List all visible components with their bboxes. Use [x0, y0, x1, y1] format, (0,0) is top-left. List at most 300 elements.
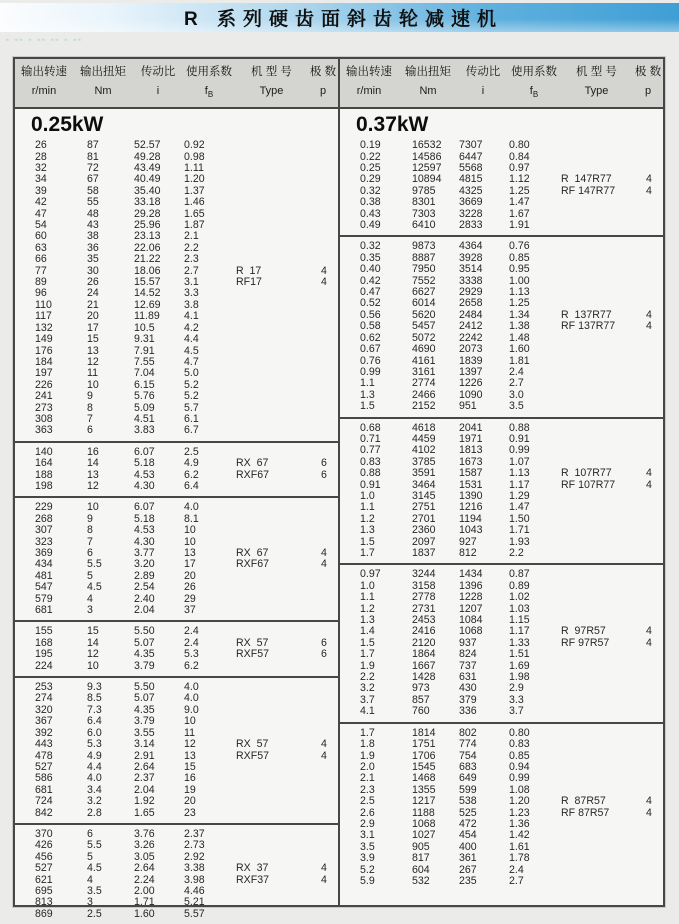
cell-poles [633, 253, 663, 264]
table-row [15, 829, 338, 840]
table-row [15, 470, 338, 481]
cell-service-factor: 0.87 [509, 568, 530, 581]
cell-poles [633, 706, 663, 717]
cell-speed: 1.2 [360, 512, 375, 525]
cell-ratio: 2929 [459, 286, 483, 299]
cell-service-factor: 1.17 [509, 478, 530, 491]
column-label: 使用系数 [186, 66, 232, 78]
cell-type [560, 569, 633, 580]
cell-ratio: 2.37 [134, 772, 155, 785]
cell-type [235, 186, 308, 197]
cell-service-factor: 13 [184, 749, 196, 762]
cell-service-factor: 11 [184, 726, 195, 739]
cell-speed: 34 [35, 173, 47, 186]
cell-torque: 1667 [412, 659, 436, 672]
table-row [340, 298, 663, 309]
cell-speed: 2.3 [360, 783, 375, 796]
cell-torque: 857 [412, 693, 430, 706]
cell-ratio: 10.5 [134, 321, 155, 334]
cell-ratio: 812 [459, 547, 477, 559]
cell-poles [308, 808, 338, 819]
cell-poles [308, 502, 338, 513]
cell-speed: 0.91 [360, 478, 381, 491]
table-header [340, 59, 663, 109]
cell-speed: 1.9 [360, 659, 375, 672]
table-row [340, 502, 663, 513]
cell-service-factor: 2.9 [509, 682, 524, 695]
cell-ratio: 1228 [459, 591, 483, 604]
cell-poles [308, 886, 338, 897]
cell-speed: 1.1 [360, 501, 375, 514]
table-row [340, 537, 663, 548]
cell-type [560, 842, 633, 853]
table-row [340, 468, 663, 479]
cell-speed: 0.97 [360, 568, 381, 581]
cell-service-factor: 1.60 [509, 343, 530, 356]
cell-type [235, 594, 308, 605]
cell-ratio: 22.06 [134, 241, 161, 254]
table-row [15, 739, 338, 750]
cell-speed: 0.77 [360, 444, 381, 457]
cell-type [560, 434, 633, 445]
cell-torque: 2120 [412, 636, 436, 649]
cell-ratio: 525 [459, 806, 477, 819]
cell-poles: 4 [321, 558, 327, 571]
cell-service-factor: 0.85 [509, 749, 530, 762]
cell-torque: 3.2 [87, 795, 102, 808]
page-title: R 系列硬齿面斜齿轮减速机 [183, 9, 503, 30]
cell-speed: 149 [35, 333, 53, 346]
cell-service-factor: 1.91 [509, 219, 530, 232]
ratio-group [15, 441, 338, 497]
table-row [340, 865, 663, 876]
cell-service-factor: 1.93 [509, 535, 530, 548]
cell-torque: 1355 [412, 783, 436, 796]
table-row [340, 344, 663, 355]
cell-poles [308, 525, 338, 536]
table-row [340, 842, 663, 853]
cell-type [235, 163, 308, 174]
cell-type [235, 525, 308, 536]
table-row [340, 253, 663, 264]
table-row [340, 525, 663, 536]
cell-type: R 17 [236, 264, 262, 277]
cell-speed: 478 [35, 749, 53, 762]
cell-poles [308, 152, 338, 163]
cell-speed: 176 [35, 344, 53, 357]
cell-service-factor: 1.23 [509, 806, 530, 819]
cell-speed: 0.32 [360, 240, 381, 253]
cell-service-factor: 1.20 [509, 795, 530, 808]
table-row [15, 762, 338, 773]
cell-service-factor: 5.3 [184, 648, 199, 661]
cell-speed: 197 [35, 367, 53, 380]
cell-ratio: 2.00 [134, 884, 155, 897]
table-row [15, 875, 338, 886]
cell-torque: 1864 [412, 648, 436, 661]
cell-service-factor: 1.17 [509, 625, 530, 638]
cell-ratio: 35.40 [134, 184, 161, 197]
cell-service-factor: 1.13 [509, 286, 530, 299]
cell-speed: 273 [35, 401, 53, 414]
cell-ratio: 6447 [459, 150, 483, 163]
cell-service-factor: 12 [184, 738, 196, 751]
cell-service-factor: 20 [184, 795, 196, 808]
cell-service-factor: 2.92 [184, 850, 205, 863]
cell-type: RXF67 [236, 468, 269, 481]
cell-speed: 1.1 [360, 591, 375, 604]
cell-torque: 14586 [412, 150, 442, 163]
watermark-text: - -- - -- -- - -- [6, 35, 83, 44]
cell-speed: 1.7 [360, 726, 375, 739]
cell-poles [308, 762, 338, 773]
cell-speed: 3.5 [360, 840, 375, 853]
cell-poles [308, 197, 338, 208]
cell-speed: 2.1 [360, 772, 375, 785]
cell-poles [308, 682, 338, 693]
cell-service-factor: 10 [184, 524, 196, 537]
cell-ratio: 267 [459, 863, 477, 876]
table-row [15, 186, 338, 197]
table-row [340, 321, 663, 332]
cell-poles [633, 649, 663, 660]
cell-service-factor: 1.42 [509, 829, 530, 842]
cell-torque: 2152 [412, 400, 436, 413]
cell-speed: 0.62 [360, 331, 381, 344]
cell-poles: 4 [321, 738, 327, 751]
cell-type [235, 808, 308, 819]
cell-service-factor: 1.38 [509, 320, 530, 333]
cell-type [560, 739, 633, 750]
table-row [340, 197, 663, 208]
cell-ratio: 3928 [459, 251, 483, 264]
cell-ratio: 3.79 [134, 715, 155, 728]
cell-torque: 4161 [412, 354, 436, 367]
cell-service-factor: 4.0 [184, 501, 199, 514]
cell-service-factor: 2.2 [184, 241, 199, 254]
cell-torque: 1468 [412, 772, 436, 785]
cell-poles [633, 661, 663, 672]
cell-ratio: 14.52 [134, 287, 161, 300]
cell-poles [633, 344, 663, 355]
cell-torque: 1751 [412, 738, 436, 751]
table-row [15, 502, 338, 513]
column-unit: $f_B$ [529, 85, 539, 100]
cell-service-factor: 1.08 [509, 783, 530, 796]
cell-ratio: 7307 [459, 139, 483, 152]
cell-torque: 9 [87, 512, 93, 525]
table-row [15, 649, 338, 660]
cell-ratio: 5.50 [134, 681, 155, 694]
table-row [340, 491, 663, 502]
cell-service-factor: 4.7 [184, 355, 199, 368]
cell-poles [633, 287, 663, 298]
cell-speed: 681 [35, 604, 53, 617]
table-row [15, 886, 338, 897]
table-row [15, 751, 338, 762]
cell-speed: 0.47 [360, 286, 381, 299]
cell-speed: 60 [35, 230, 47, 243]
cell-type [235, 220, 308, 231]
cell-type [560, 333, 633, 344]
cell-service-factor: 15 [184, 760, 196, 773]
cell-service-factor: 6.2 [184, 659, 199, 672]
cell-service-factor: 0.97 [509, 162, 530, 174]
cell-torque: 1706 [412, 749, 436, 762]
column-label: 输出扭矩 [405, 66, 451, 78]
table-row [340, 401, 663, 412]
cell-poles [308, 425, 338, 436]
cell-ratio: 2833 [459, 219, 483, 232]
cell-type [235, 840, 308, 851]
cell-torque: 4.9 [87, 749, 102, 762]
header-label-row [15, 65, 338, 80]
cell-speed: 188 [35, 468, 53, 481]
cell-speed: 241 [35, 390, 53, 403]
table-row [340, 163, 663, 174]
cell-ratio: 1813 [459, 444, 483, 457]
column-label: 极 数 [634, 66, 662, 78]
cell-poles [308, 693, 338, 704]
cell-speed: 268 [35, 512, 53, 525]
table-row [15, 693, 338, 704]
table-row [15, 605, 338, 616]
cell-torque: 5 [87, 850, 93, 863]
table-body [15, 109, 338, 924]
table-row [15, 661, 338, 672]
cell-ratio: 1.71 [134, 896, 155, 909]
cell-service-factor: 1.03 [509, 602, 530, 615]
cell-speed: 32 [35, 162, 47, 174]
cell-torque: 13 [87, 468, 99, 481]
cell-type: RF 87R57 [561, 806, 610, 819]
cell-speed: 0.19 [360, 139, 381, 152]
cell-ratio: 43.49 [134, 162, 161, 174]
cell-type [235, 762, 308, 773]
cell-torque: 2701 [412, 512, 436, 525]
table-row [15, 559, 338, 570]
cell-speed: 140 [35, 445, 53, 458]
cell-torque: 5.3 [87, 738, 102, 751]
cell-torque: 1188 [412, 806, 435, 819]
cell-poles [633, 525, 663, 536]
cell-type [560, 672, 633, 683]
column-unit: p [319, 85, 327, 97]
cell-ratio: 472 [459, 817, 477, 830]
cell-speed: 869 [35, 907, 53, 920]
cell-torque: 532 [412, 874, 430, 887]
cell-speed: 224 [35, 659, 53, 672]
cell-ratio: 361 [459, 852, 477, 865]
cell-speed: 5.2 [360, 863, 375, 876]
cell-ratio: 4.53 [134, 468, 155, 481]
cell-poles [308, 582, 338, 593]
cell-type [560, 525, 633, 536]
cell-torque: 6 [87, 547, 93, 559]
table-row [15, 705, 338, 716]
cell-service-factor: 1.65 [184, 207, 205, 220]
cell-speed: 434 [35, 558, 53, 571]
cell-type [560, 683, 633, 694]
cell-type [235, 514, 308, 525]
table-row [340, 762, 663, 773]
table-row [340, 796, 663, 807]
table-row [340, 695, 663, 706]
table-row [15, 368, 338, 379]
cell-service-factor: 2.2 [509, 547, 524, 559]
cell-service-factor: 5.0 [184, 367, 199, 380]
cell-service-factor: 0.95 [509, 263, 530, 276]
cell-speed: 54 [35, 219, 47, 232]
cell-torque: 760 [412, 705, 430, 718]
cell-torque: 4 [87, 592, 93, 605]
cell-speed: 132 [35, 321, 53, 334]
cell-speed: 1.1 [360, 377, 375, 390]
column-label: 机 型 号 [576, 66, 617, 78]
cell-speed: 367 [35, 715, 53, 728]
cell-ratio: 4815 [459, 173, 483, 186]
cell-type [235, 311, 308, 322]
cell-torque: 7552 [412, 274, 436, 287]
cell-ratio: 3.20 [134, 558, 155, 571]
cell-service-factor: 2.7 [184, 264, 199, 277]
cell-service-factor: 2.7 [509, 874, 524, 887]
cell-ratio: 631 [459, 671, 477, 684]
cell-poles: 4 [646, 184, 652, 197]
cell-torque: 6.0 [87, 726, 102, 739]
cell-poles [633, 378, 663, 389]
cell-torque: 1068 [412, 817, 436, 830]
cell-speed: 1.7 [360, 547, 375, 559]
cell-type [235, 140, 308, 151]
cell-type [235, 197, 308, 208]
cell-speed: 198 [35, 479, 53, 492]
table-row [15, 481, 338, 492]
cell-type: R 107R77 [561, 467, 612, 480]
cell-torque: 7.3 [87, 703, 102, 716]
cell-speed: 456 [35, 850, 53, 863]
cell-ratio: 40.49 [134, 173, 161, 186]
cell-poles: 4 [321, 264, 327, 277]
cell-torque: 58 [87, 184, 99, 197]
cell-type: RX 37 [236, 862, 269, 875]
cell-type [235, 582, 308, 593]
cell-ratio: 7.04 [134, 367, 155, 380]
column-label: 极 数 [309, 66, 337, 78]
cell-torque: 3591 [412, 467, 436, 480]
cell-type [235, 174, 308, 185]
cell-torque: 2774 [412, 377, 436, 390]
cell-torque: 2416 [412, 625, 436, 638]
cell-type [235, 391, 308, 402]
cell-torque: 48 [87, 207, 99, 220]
cell-ratio: 4.35 [134, 648, 155, 661]
cell-torque: 10894 [412, 173, 442, 186]
cell-ratio: 3.55 [134, 726, 155, 739]
cell-type: RF 107R77 [561, 478, 616, 491]
cell-poles [633, 842, 663, 853]
cell-poles [308, 334, 338, 345]
table-row [15, 582, 338, 593]
table-row [15, 414, 338, 425]
cell-ratio: 3338 [459, 274, 483, 287]
cell-speed: 42 [35, 196, 47, 209]
cell-service-factor: 1.61 [509, 840, 530, 853]
cell-poles: 6 [321, 468, 327, 481]
cell-speed: 117 [35, 310, 52, 323]
cell-speed: 579 [35, 592, 53, 605]
cell-service-factor: 4.46 [184, 884, 205, 897]
cell-speed: 0.49 [360, 219, 381, 232]
cell-torque: 8301 [412, 196, 436, 209]
cell-type [235, 605, 308, 616]
cell-speed: 1.9 [360, 749, 375, 762]
cell-speed: 4.1 [360, 705, 375, 718]
table-row [15, 626, 338, 637]
cell-poles [633, 773, 663, 784]
cell-speed: 110 [35, 298, 52, 311]
table-row [340, 785, 663, 796]
cell-service-factor: 20 [184, 569, 196, 582]
cell-torque: 3.4 [87, 783, 102, 796]
table-row [340, 819, 663, 830]
cell-poles [308, 357, 338, 368]
cell-speed: 527 [35, 862, 53, 875]
cell-poles [633, 390, 663, 401]
cell-ratio: 18.06 [134, 264, 161, 277]
cell-speed: 481 [35, 569, 53, 582]
cell-torque: 973 [412, 682, 430, 695]
cell-torque: 67 [87, 173, 99, 186]
cell-torque: 16532 [412, 139, 442, 152]
table-row [340, 457, 663, 468]
cell-type: RX 67 [236, 547, 269, 559]
cell-speed: 443 [35, 738, 53, 751]
cell-torque: 3244 [412, 568, 436, 581]
cell-torque: 3464 [412, 478, 436, 491]
cell-type [560, 276, 633, 287]
cell-speed: 1.2 [360, 602, 375, 615]
cell-type [235, 152, 308, 163]
cell-ratio: 2.64 [134, 760, 155, 773]
cell-type [560, 773, 633, 784]
table-row [340, 569, 663, 580]
cell-poles [308, 796, 338, 807]
cell-ratio: 33.18 [134, 196, 161, 209]
cell-speed: 77 [35, 264, 47, 277]
cell-ratio: 737 [459, 659, 477, 672]
table-row [340, 773, 663, 784]
cell-speed: 527 [35, 760, 53, 773]
table-row [340, 728, 663, 739]
cell-type: RXF37 [236, 873, 269, 886]
cell-torque: 10 [87, 659, 99, 672]
cell-speed: 0.25 [360, 162, 381, 174]
cell-poles: 4 [646, 467, 652, 480]
cell-torque: 2466 [412, 388, 436, 401]
cell-type [560, 649, 633, 660]
cell-ratio: 1839 [459, 354, 483, 367]
cell-speed: 363 [35, 424, 53, 437]
table-row [15, 140, 338, 151]
table-row [340, 367, 663, 378]
cell-speed: 0.67 [360, 343, 381, 356]
cell-poles: 6 [321, 648, 327, 661]
cell-type [235, 380, 308, 391]
cell-speed: 0.58 [360, 320, 381, 333]
table-row [15, 773, 338, 784]
cell-ratio: 336 [459, 705, 477, 718]
